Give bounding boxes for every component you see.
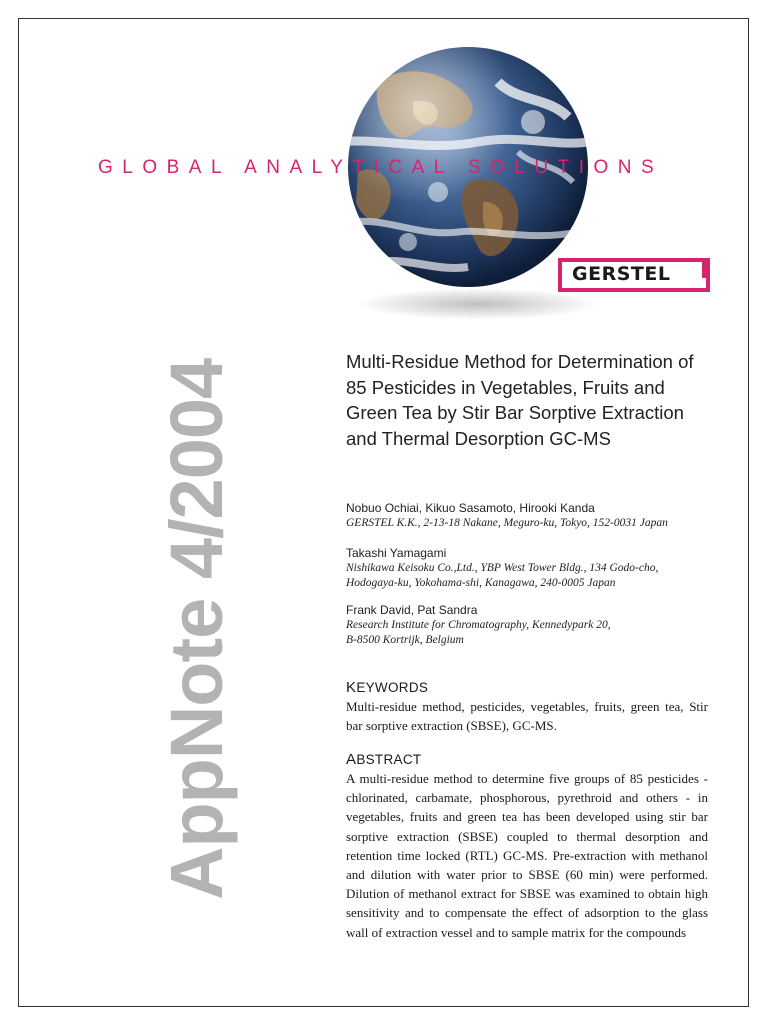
appnote-label xyxy=(155,355,238,900)
author-names: Frank David, Pat Sandra xyxy=(346,603,478,617)
logo-text: GERSTEL xyxy=(572,263,671,285)
abstract-text: A multi-residue method to determine five groups of 85 pesticides - chlorinated, carbamate, phosphorous, pyrethroid and others - in vegetables, fruits and green tea has been developed using stir bar sorptive extraction (SBSE) coupled to thermal desorption and retention time locked (RTL) GC-MS. Pre-extraction with methanol and dilution with water prior to SBSE (60 min) were performed. Dilution of methanol extract for SBSE was examined to obtain high sensitivity and to compensate the effect of adsorption to the glass wall of extraction vessel and to sample matrix for the compounds xyxy=(346,771,708,940)
author-names: Nobuo Ochiai, Kikuo Sasamoto, Hirooki Kanda xyxy=(346,501,595,515)
author-names: Takashi Yamagami xyxy=(346,546,447,560)
appnote-text: AppNote 4/2004 xyxy=(155,358,238,900)
tagline: GLOBAL ANALYTICAL SOLUTIONS xyxy=(98,157,664,178)
gerstel-logo xyxy=(558,258,710,292)
author-group-1 xyxy=(346,500,716,531)
author-affiliation: B-8500 Kortrijk, Belgium xyxy=(346,634,464,646)
article-title: Multi-Residue Method for Determination of 85 Pesticides in Vegetables, Fruits and Green Tea by Stir Bar Sorptive Extraction and Thermal Desorption GC-MS xyxy=(346,351,694,449)
author-group-2 xyxy=(346,545,716,591)
abstract-heading-initial: A xyxy=(346,751,357,768)
author-affiliation: Hodogaya-ku, Yokohama-shi, Kanagawa, 240-0005 Japan xyxy=(346,577,616,589)
keywords-text: Multi-residue method, pesticides, vegetables, fruits, green tea, Stir bar sorptive extraction (SBSE), GC-MS. xyxy=(346,699,708,734)
keywords-heading xyxy=(346,679,428,696)
abstract-heading-rest: BSTRACT xyxy=(356,752,422,767)
abstract-heading xyxy=(346,751,421,768)
author-affiliation: Research Institute for Chromatography, Kennedypark 20, xyxy=(346,619,611,631)
author-group-3 xyxy=(346,602,716,648)
keywords-heading-initial: K xyxy=(346,679,357,696)
keywords-heading-rest: EYWORDS xyxy=(356,680,429,695)
author-affiliation: Nishikawa Keisoku Co.,Ltd., YBP West Tower Bldg., 134 Godo-cho, xyxy=(346,562,659,574)
author-affiliation: GERSTEL K.K., 2-13-18 Nakane, Meguro-ku, Tokyo, 152-0031 Japan xyxy=(346,517,668,529)
logo-corner-tab xyxy=(702,258,710,278)
